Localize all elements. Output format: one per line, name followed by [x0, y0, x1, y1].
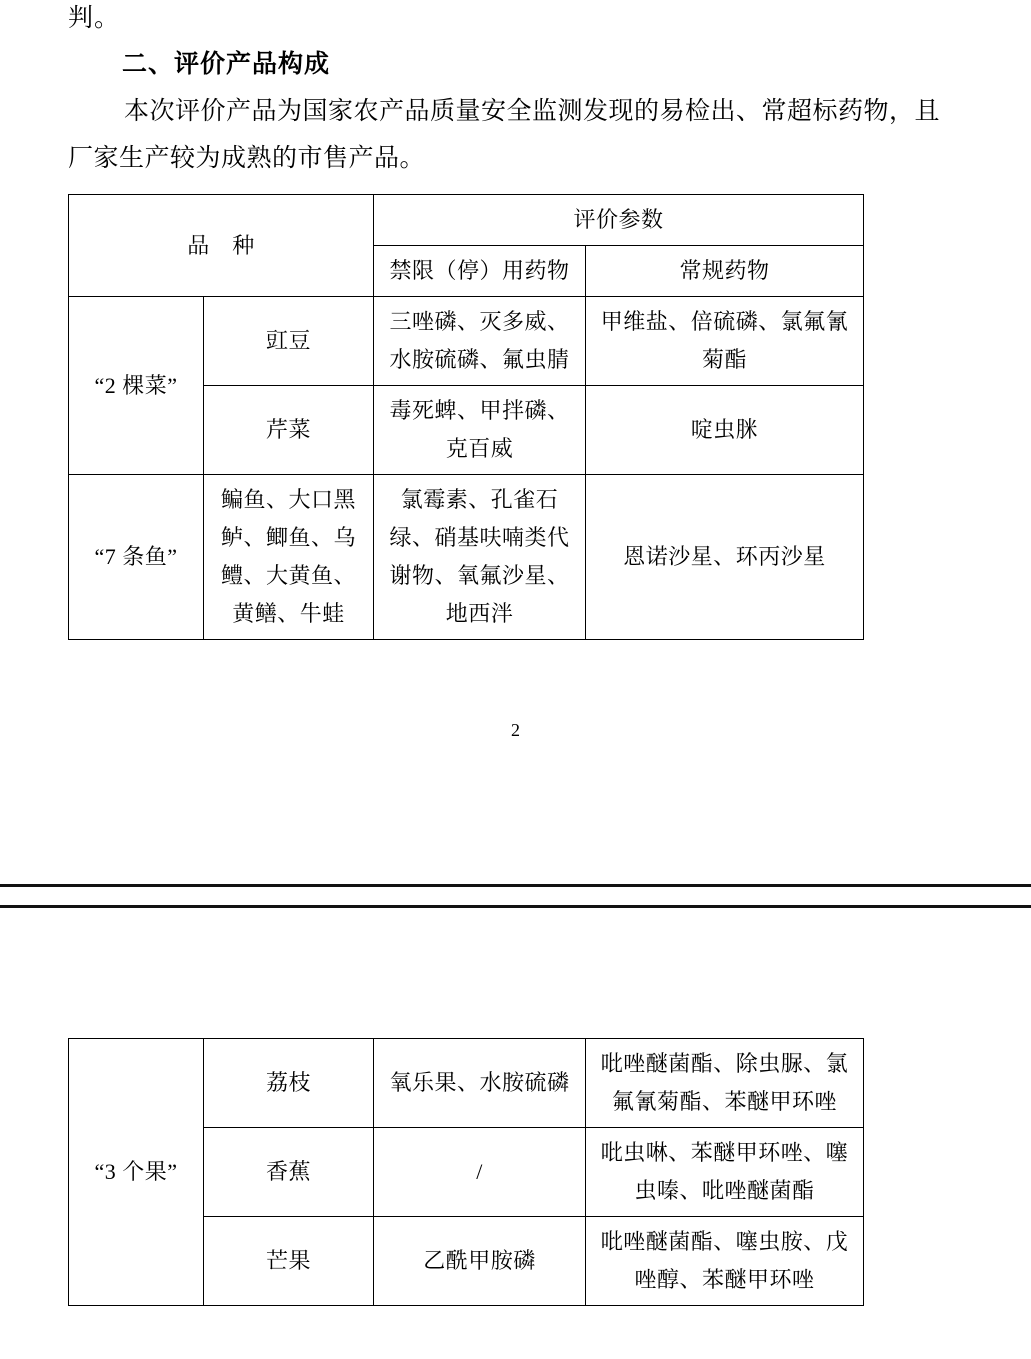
header-regular-drugs: 常规药物 [586, 246, 864, 297]
item-name: 豇豆 [204, 297, 374, 386]
group-label-fish: “7 条鱼” [69, 475, 204, 640]
banned-drugs-cell: 乙酰甲胺磷 [374, 1217, 586, 1306]
fruit-composition-table [68, 1038, 864, 1306]
table-row [69, 1039, 864, 1128]
table-row [69, 297, 864, 386]
item-name: 芹菜 [204, 386, 374, 475]
regular-drugs-cell: 吡唑醚菌酯、除虫脲、氯氟氰菊酯、苯醚甲环唑 [586, 1039, 864, 1128]
section-heading: 二、评价产品构成 [122, 49, 331, 78]
regular-drugs-cell: 恩诺沙星、环丙沙星 [586, 475, 864, 640]
item-name: 荔枝 [204, 1039, 374, 1128]
header-variety: 品 种 [69, 195, 374, 297]
banned-drugs-cell: 氧乐果、水胺硫磷 [374, 1039, 586, 1128]
page-separator [0, 884, 1031, 908]
regular-drugs-cell: 甲维盐、倍硫磷、氯氟氰菊酯 [586, 297, 864, 386]
table-header-row-1 [69, 195, 864, 246]
banned-drugs-cell: / [374, 1128, 586, 1217]
header-banned-drugs: 禁限（停）用药物 [374, 246, 586, 297]
item-name: 芒果 [204, 1217, 374, 1306]
banned-drugs-cell: 氯霉素、孔雀石绿、硝基呋喃类代谢物、氧氟沙星、地西泮 [374, 475, 586, 640]
document-page-2 [0, 908, 1031, 1359]
table-row [69, 475, 864, 640]
group-label-fruits: “3 个果” [69, 1039, 204, 1306]
body-paragraph: 本次评价产品为国家农产品质量安全监测发现的易检出、常超标药物，且厂家生产较为成熟的市售产品。 [68, 98, 941, 172]
banned-drugs-cell: 三唑磷、灭多威、水胺硫磷、氟虫腈 [374, 297, 586, 386]
item-name: 鳊鱼、大口黑鲈、鲫鱼、乌鳢、大黄鱼、黄鳝、牛蛙 [204, 475, 374, 640]
fragment-line: 判。 [68, 5, 121, 32]
regular-drugs-cell: 啶虫脒 [586, 386, 864, 475]
page-number: 2 [511, 720, 520, 740]
group-label-vegetables: “2 棵菜” [69, 297, 204, 475]
header-parameters: 评价参数 [374, 195, 864, 246]
banned-drugs-cell: 毒死蜱、甲拌磷、克百威 [374, 386, 586, 475]
page-top-margin [68, 908, 963, 1026]
regular-drugs-cell: 吡唑醚菌酯、噻虫胺、戊唑醇、苯醚甲环唑 [586, 1217, 864, 1306]
regular-drugs-cell: 吡虫啉、苯醚甲环唑、噻虫嗪、吡唑醚菌酯 [586, 1128, 864, 1217]
item-name: 香蕉 [204, 1128, 374, 1217]
product-composition-table [68, 194, 864, 640]
